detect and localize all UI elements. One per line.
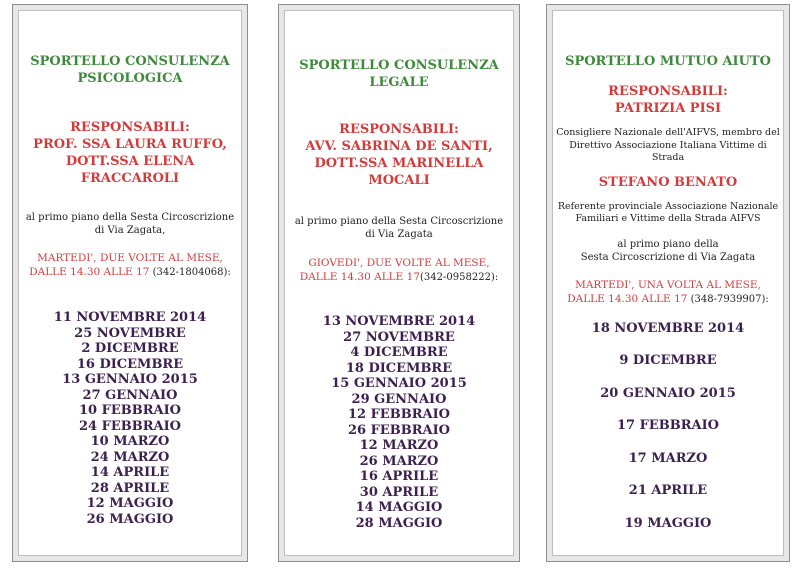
date-item: 28 MAGGIO — [355, 515, 443, 531]
schedule-line: DALLE 14.30 ALLE 17 — [299, 271, 421, 283]
date-item: 17 MARZO — [628, 450, 708, 466]
responsabili — [19, 119, 241, 187]
date-item: 16 APRILE — [359, 469, 439, 484]
phone-number: (348-7939907): — [687, 293, 769, 305]
location-line: di Via Zagata, — [94, 225, 166, 236]
dates-list — [547, 321, 789, 532]
responsabili-heading: RESPONSABILI: — [339, 122, 459, 137]
schedule — [19, 251, 241, 280]
date-item: 16 DICEMBRE — [76, 356, 184, 372]
responsabile-name: DOTT.SSA MARINELLA MOCALI — [314, 156, 484, 188]
role-line: Consigliere Nazionale dell'AIFVS, membro del — [556, 127, 780, 138]
title-line: SPORTELLO CONSULENZA — [299, 58, 499, 73]
dates-list — [279, 314, 519, 531]
date-item: 10 MARZO — [90, 434, 170, 449]
responsabili-heading: RESPONSABILI: — [608, 84, 728, 99]
title-line: PSICOLOGICA — [77, 71, 183, 86]
panel-mutuo-aiuto — [546, 4, 790, 562]
date-item: 12 MARZO — [359, 438, 439, 453]
role-line: Direttivo Associazione Italiana Vittime di Strada — [569, 139, 767, 163]
role-description — [555, 201, 781, 226]
panel-title — [19, 53, 241, 87]
date-item: 21 APRILE — [628, 483, 708, 498]
date-item: 30 APRILE — [359, 484, 439, 500]
schedule-line: MARTEDI', DUE VOLTE AL MESE, — [37, 252, 223, 264]
date-item: 4 DICEMBRE — [350, 345, 448, 360]
date-item: 11 NOVEMBRE 2014 — [53, 310, 207, 325]
role-line: Referente provinciale Associazione Nazionale — [557, 200, 779, 212]
date-item: 20 GENNAIO 2015 — [600, 385, 736, 401]
date-item: 18 DICEMBRE — [345, 360, 453, 376]
title-line: SPORTELLO MUTUO AIUTO — [565, 54, 771, 69]
location-line: al primo piano della Sesta Circoscrizione — [294, 216, 504, 227]
schedule-line: DALLE 14.30 ALLE 17 — [567, 292, 688, 305]
panel-title — [553, 53, 783, 70]
date-item: 13 GENNAIO 2015 — [62, 372, 198, 387]
date-item: 12 MAGGIO — [86, 496, 174, 511]
location-line: Sesta Circoscrizione di Via Zagata — [580, 251, 756, 263]
date-item: 15 GENNAIO 2015 — [331, 376, 467, 391]
role-line: Familiari e Vittime della Strada AIFVS — [575, 213, 761, 224]
date-item: 24 FEBBRAIO — [78, 418, 182, 434]
location — [23, 211, 237, 237]
date-item: 12 FEBBRAIO — [347, 407, 451, 422]
date-item: 17 FEBBRAIO — [616, 418, 720, 433]
responsabile-name: PROF. SSA LAURA RUFFO, — [33, 137, 227, 152]
date-item: 26 MARZO — [359, 453, 439, 469]
panel-consulenza-legale — [278, 4, 520, 562]
responsabile-name: DOTT.SSA ELENA FRACCAROLI — [65, 154, 195, 186]
schedule — [553, 278, 783, 307]
date-item: 9 DICEMBRE — [619, 353, 717, 368]
date-item: 28 APRILE — [90, 480, 170, 496]
panel-consulenza-psicologica — [12, 4, 248, 562]
responsabili — [285, 121, 513, 189]
location — [557, 238, 779, 264]
title-line: LEGALE — [369, 75, 429, 90]
date-item: 10 FEBBRAIO — [78, 403, 182, 418]
date-item: 2 DICEMBRE — [81, 341, 179, 356]
date-item: 27 NOVEMBRE — [343, 329, 455, 345]
date-item: 27 GENNAIO — [82, 387, 178, 403]
location-line: di Via Zagata — [365, 229, 433, 240]
date-item: 24 MARZO — [90, 449, 170, 465]
responsabili-heading: RESPONSABILI: — [70, 120, 190, 135]
date-item: 26 MAGGIO — [86, 511, 174, 527]
date-item: 13 NOVEMBRE 2014 — [322, 314, 476, 329]
date-item: 18 NOVEMBRE 2014 — [591, 320, 745, 336]
schedule — [285, 256, 513, 285]
phone-number: (342-0958222): — [420, 272, 499, 283]
responsabile-name: STEFANO BENATO — [598, 174, 738, 190]
dates-list — [13, 310, 247, 527]
location-line: al primo piano della — [617, 238, 719, 250]
location — [289, 215, 509, 241]
schedule-line: GIOVEDI', DUE VOLTE AL MESE, — [308, 257, 490, 269]
panel-title — [285, 57, 513, 91]
schedule-line: DALLE 14.30 ALLE 17 — [29, 266, 150, 278]
date-item: 14 MAGGIO — [355, 500, 443, 515]
date-item: 25 NOVEMBRE — [74, 325, 186, 341]
date-item: 19 MAGGIO — [624, 515, 712, 531]
date-item: 14 APRILE — [90, 465, 170, 480]
date-item: 26 FEBBRAIO — [347, 422, 451, 438]
title-line: SPORTELLO CONSULENZA — [30, 54, 230, 69]
schedule-line: MARTEDI', UNA VOLTA AL MESE, — [575, 278, 761, 291]
responsabile-name: PATRIZIA PISI — [614, 101, 722, 116]
role-description — [555, 127, 781, 165]
date-item: 29 GENNAIO — [351, 391, 447, 407]
responsabile-name: AVV. SABRINA DE SANTI, — [305, 139, 493, 154]
location-line: al primo piano della Sesta Circoscrizione — [25, 212, 235, 223]
phone-number: (342-1804068): — [149, 267, 231, 278]
responsabili — [553, 83, 783, 117]
